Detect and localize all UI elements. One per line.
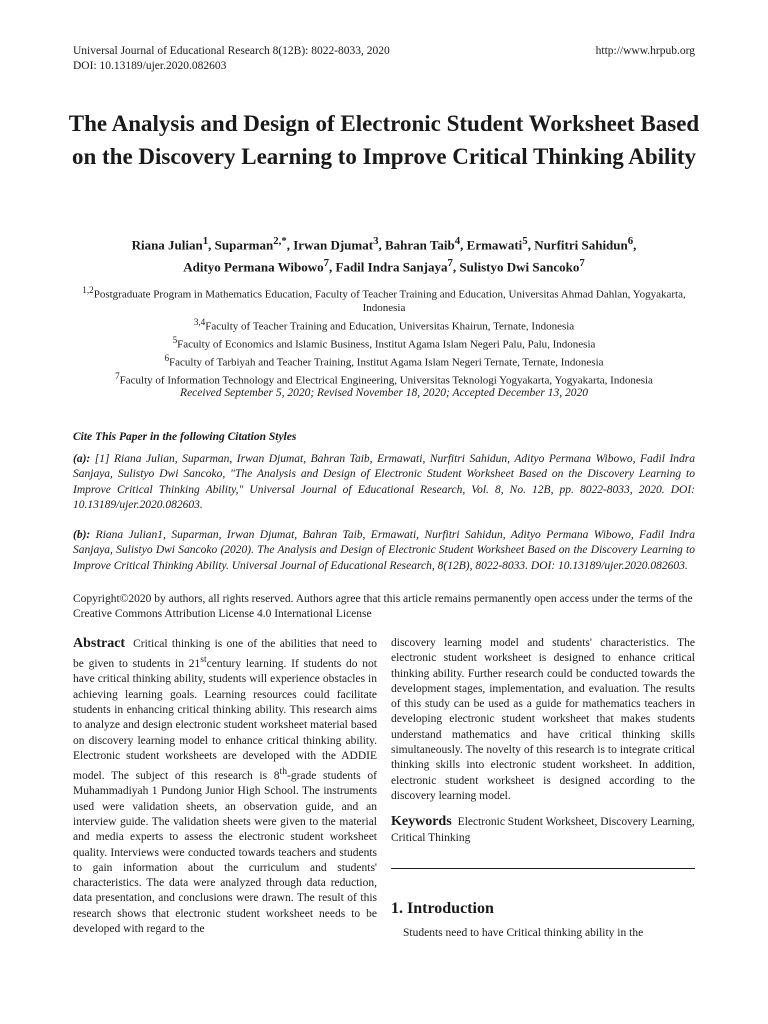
journal-citation: Universal Journal of Educational Research 8(12B): 8022-8033, 2020 — [73, 45, 390, 57]
abstract-continued: discovery learning model and students' characteristics. The electronic student worksheet is designed to enhance critical thinking ability. Further research could be conducted towards the development stages, implementation, and evaluation. The results of this study can be used as a guide for mathematics teachers in developing electronic student worksheet that makes students understand mathematics and have critical thinking skills simultaneously. The novelty of this research is to integrate critical thinking skills into electronic student worksheet. In addition, electronic student worksheet is designed according to the discovery learning model. — [391, 637, 695, 802]
citation-b-label: (b): — [73, 528, 91, 541]
author-sup: 7 — [447, 257, 453, 270]
keywords — [391, 814, 695, 846]
author-line-1: Riana Julian$^1$, Suparman$^{2,*}$, Irwan Djumat$^3$, Bahran Taib$^4$, Ermawati$^5$, Nurfitri Sahidun$^6$, — [131, 235, 637, 253]
affiliation-text: Faculty of Economics and Islamic Business, Institut Agama Islam Negeri Palu, Palu, Indonesia — [177, 338, 596, 351]
author: Ermawati — [466, 237, 523, 253]
author-sup: 4 — [454, 235, 461, 247]
author: Riana Julian — [131, 237, 203, 253]
author-line-2: Adityo Permana Wibowo$^7$, Fadil Indra Sanjaya$^7$, Sulistyo Dwi Sancoko$^7$ — [183, 257, 585, 275]
affiliation — [60, 316, 708, 334]
section-heading-introduction: 1. Introduction — [391, 899, 494, 917]
author: Nurfitri Sahidun — [534, 237, 628, 253]
abstract-heading: Abstract — [73, 636, 126, 651]
author-sup: 6 — [627, 235, 634, 247]
left-column — [73, 636, 377, 937]
copyright-notice: Copyright©2020 by authors, all rights reserved. Authors agree that this article remains permanently open access under the terms of the Creative Commons Attribution License 4.0 International License — [73, 593, 693, 620]
right-column — [391, 636, 695, 941]
affiliation — [60, 284, 708, 316]
abstract-text: century learning. If students do not have critical thinking ability, students will experience obstacles in achieving learning goals. Learning resources could facilitate students in enhancing critical thinking ability. This research aims to analyze and design electronic student worksheet material based on discovery learning model to enhance critical thinking ability. Electronic student worksheets are developed with the ADDIE model. The subject of this research is 8 — [73, 658, 377, 783]
affiliation — [60, 370, 708, 388]
introduction-text: Students need to have Critical thinking ability in the — [403, 927, 644, 940]
abstract — [73, 636, 377, 937]
affiliation-sup: 1,2 — [82, 285, 94, 295]
affiliation-text: Faculty of Teacher Training and Education, Universitas Khairun, Ternate, Indonesia — [205, 320, 575, 333]
affiliation — [60, 334, 708, 352]
author-sup: 1 — [202, 235, 209, 247]
paper-title: The Analysis and Design of Electronic Student Worksheet Based on the Discovery Learning to Improve Critical Thinking Ability — [68, 111, 700, 169]
running-header — [73, 44, 695, 74]
author: Sulistyo Dwi Sancoko — [459, 259, 580, 275]
doi: DOI: 10.13189/ujer.2020.082603 — [73, 60, 227, 72]
affiliation-text: Faculty of Information Technology and Electrical Engineering, Universitas Teknologi Yogyakarta, Yogyakarta, Indonesia — [119, 374, 653, 387]
affiliation-text: Postgraduate Program in Mathematics Education, Faculty of Teacher Training and Education, Universitas Ahmad Dahlan, Yogyakarta, Indonesia — [93, 288, 686, 315]
author-list — [60, 232, 708, 277]
affiliation-sup: 6 — [164, 352, 170, 363]
author-sup: 3 — [373, 235, 379, 247]
affiliation-sup: 3,4 — [193, 316, 206, 327]
citation-heading: Cite This Paper in the following Citation Styles — [73, 431, 297, 443]
citation-a-text: [1] Riana Julian, Suparman, Irwan Djumat, Bahran Taib, Ermawati, Nurfitri Sahidun, Adityo Permana Wibowo, Fadil Indra Sanjaya, Sulistyo Dwi Sancoko, "The Analysis and Design of Electronic Student Worksheet Based on the Discovery Learning to Improve Critical Thinking Ability," Universal Journal of Educational Research, Vol. 8, No. 12B, pp. 8022-8033, 2020. DOI: 10.13189/ujer.2020.082603. — [73, 452, 695, 511]
citation-b — [73, 528, 695, 575]
abstract-sup: th — [279, 766, 287, 778]
abstract-text: Critical thinking is one of the abilities that need to be given to students in 21 — [73, 638, 377, 671]
citation-a-label: (a): — [73, 452, 91, 465]
keywords-heading: Keywords — [391, 814, 452, 830]
author: Adityo Permana Wibowo — [183, 259, 324, 275]
affiliation-sup: 5 — [172, 334, 178, 345]
abstract-sup: st — [200, 654, 207, 666]
author-sup: 5 — [522, 235, 528, 247]
author: Bahran Taib — [384, 237, 455, 253]
author-sup: 7 — [579, 257, 585, 270]
author-sup: 7 — [323, 257, 330, 270]
author: Suparman — [214, 237, 274, 253]
received-dates: Received September 5, 2020; Revised November 18, 2020; Accepted December 13, 2020 — [180, 387, 588, 399]
affiliations — [60, 284, 708, 388]
author: Irwan Djumat — [293, 237, 374, 253]
affiliation-text: Faculty of Tarbiyah and Teacher Training, Institut Agama Islam Negeri Ternate, Ternate, Indonesia — [169, 356, 604, 369]
publisher-url[interactable]: http://www.hrpub.org — [595, 45, 695, 57]
citation-a — [73, 452, 695, 514]
citation-b-text: Riana Julian1, Suparman, Irwan Djumat, Bahran Taib, Ermawati, Nurfitri Sahidun, Adityo Permana Wibowo, Fadil Indra Sanjaya, Sulistyo Dwi Sancoko (2020). The Analysis and Design of Electronic Student Worksheet Based on the Discovery Learning to Improve Critical Thinking Ability. Universal Journal of Educational Research, 8(12B), 8022-8033. DOI: 10.13189/ujer.2020.082603. — [73, 528, 696, 572]
abstract-text: -grade students of Muhammadiyah 1 Pundong Junior High School. The instruments used were validation sheets, an observation guide, and an interview guide. The validation sheets were given to the material and media experts to assess the electronic student worksheet quality. Interviews were conducted towards teachers and students to gain information about the curriculum and students' characteristics. The data were analyzed through data reduction, data presentation, and conclusions were drawn. The result of this research shows that electronic student worksheet needs to be developed with regard to the — [73, 770, 377, 935]
author: Fadil Indra Sanjaya — [335, 259, 448, 275]
section-divider — [391, 868, 695, 869]
affiliation-sup: 7 — [115, 371, 120, 382]
citation-block — [73, 430, 695, 588]
author-sup: 2,* — [273, 235, 287, 247]
keywords-text: Electronic Student Worksheet, Discovery Learning, Critical Thinking — [391, 816, 695, 844]
affiliation — [60, 352, 708, 370]
